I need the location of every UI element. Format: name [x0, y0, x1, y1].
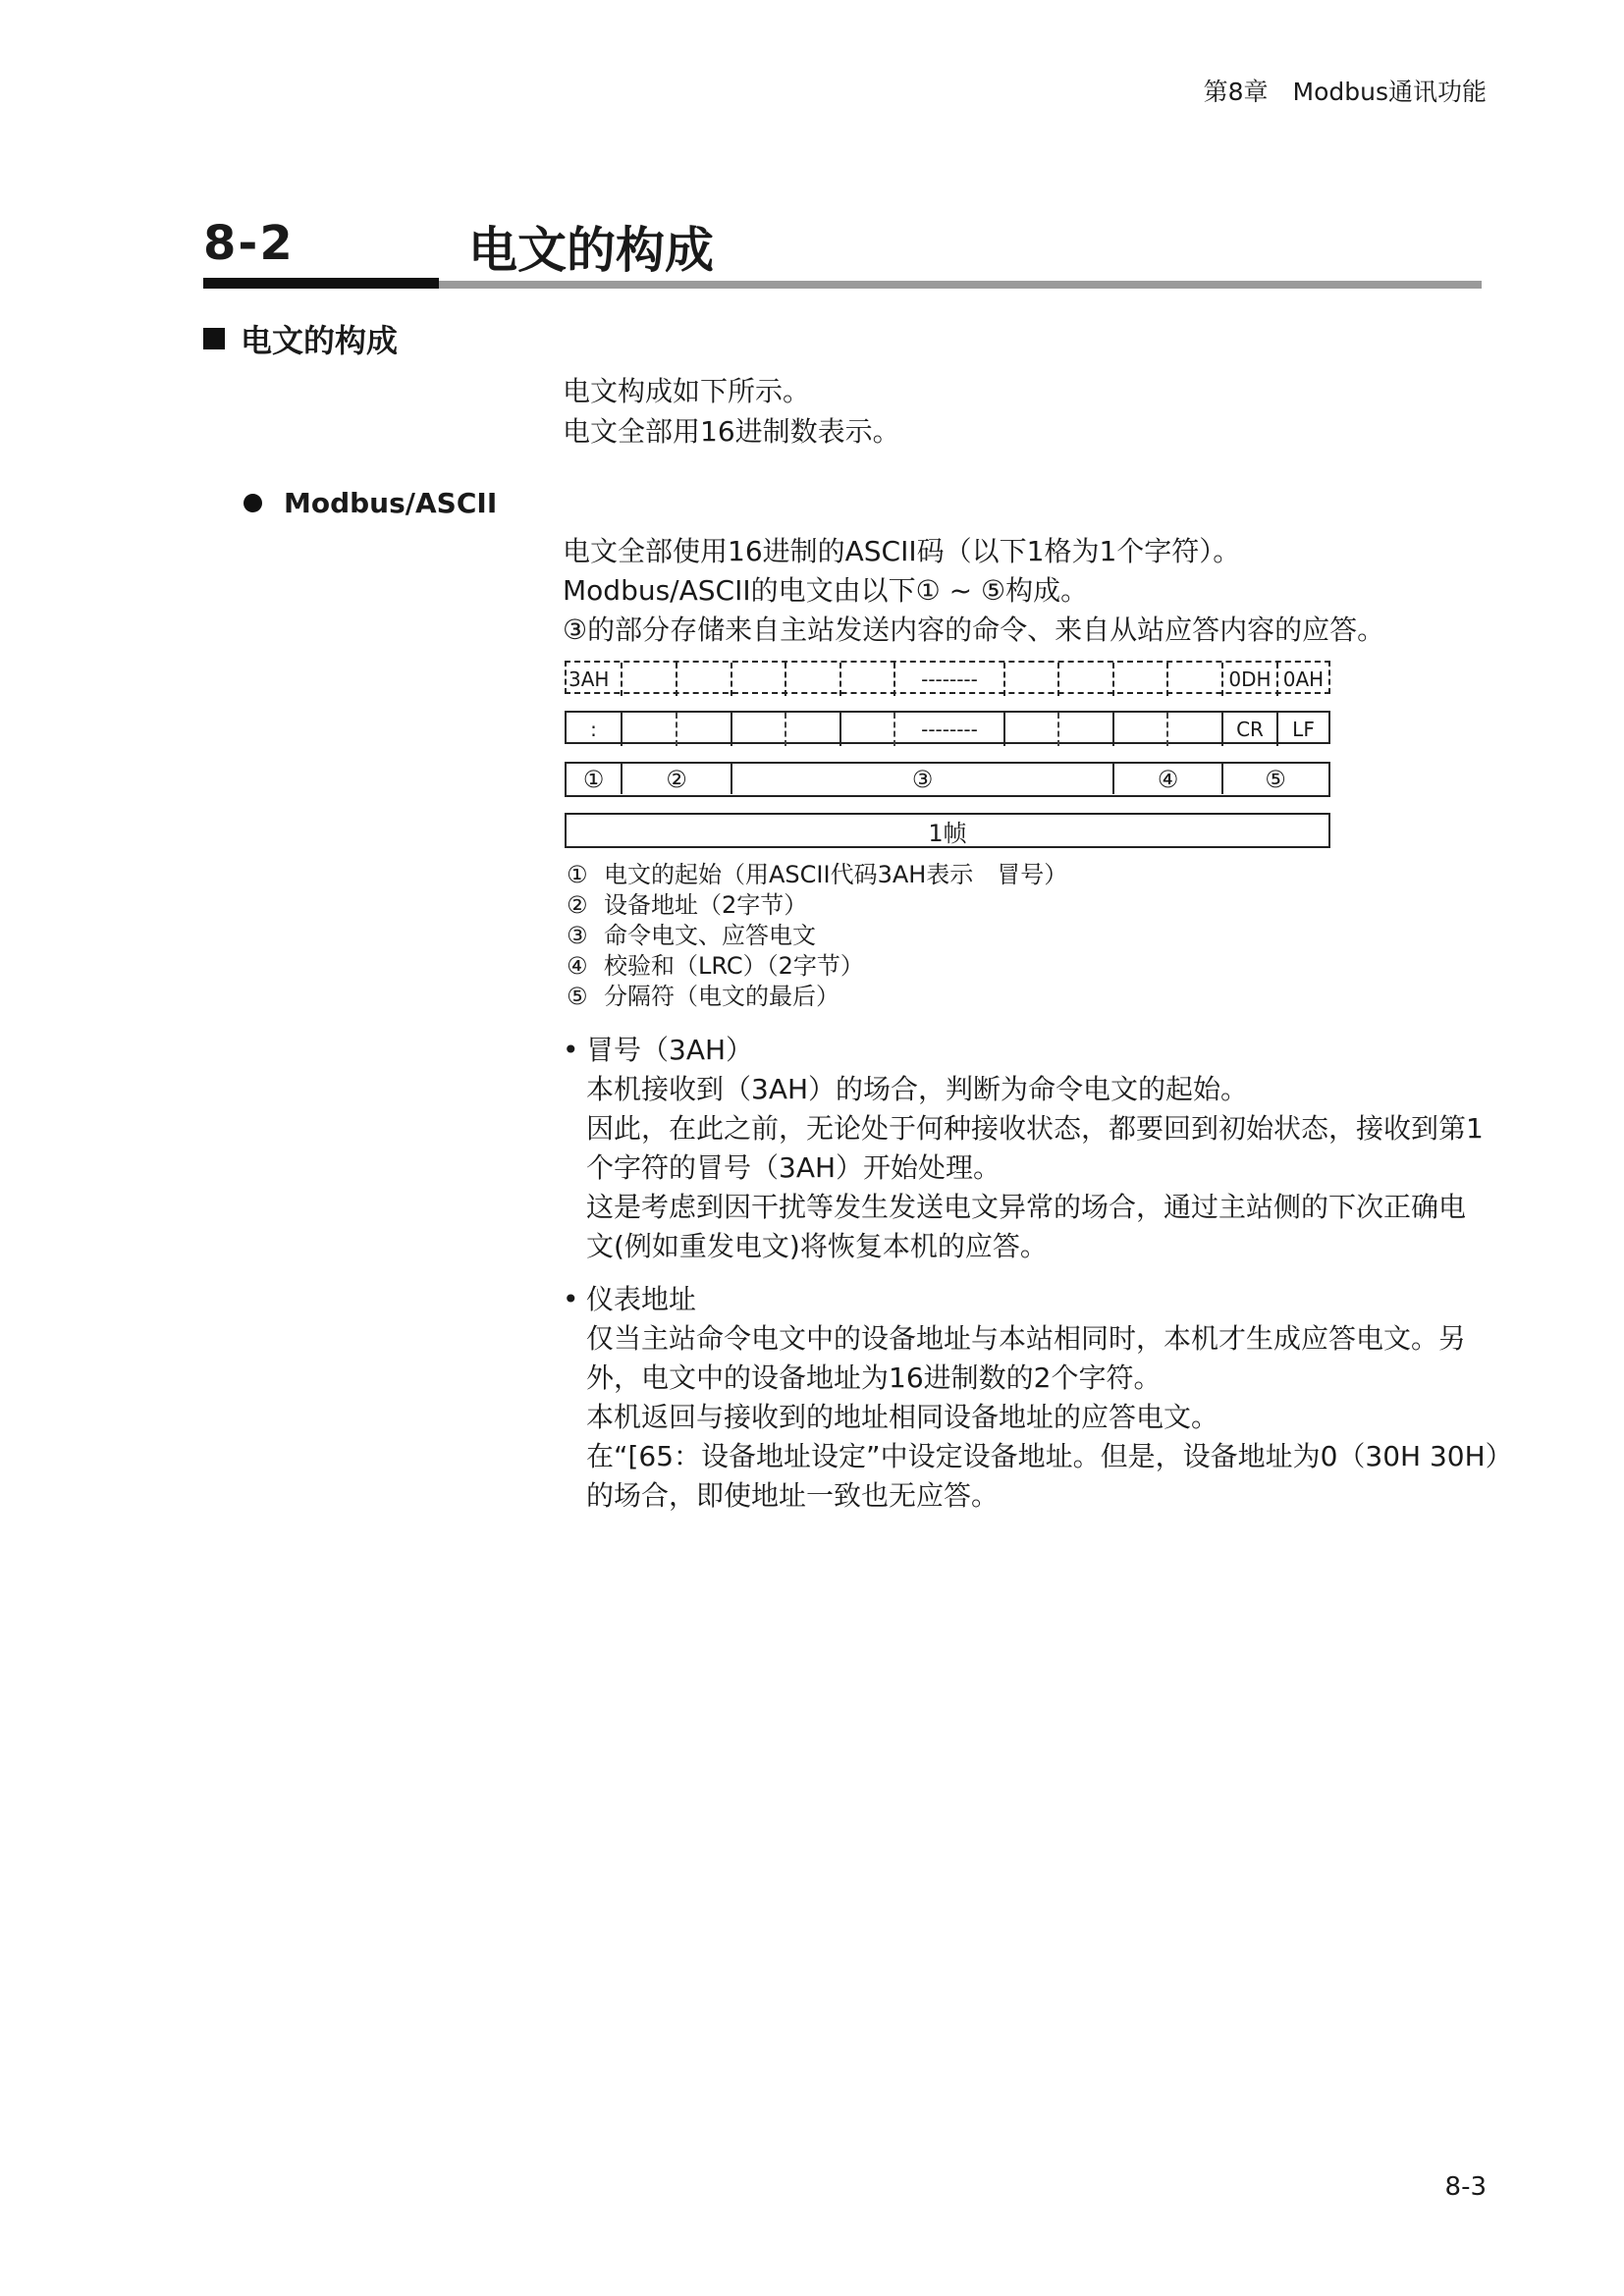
note-line: 在“[65：设备地址设定”中设定设备地址。但是，设备地址为0（30H 30H）	[586, 1440, 1513, 1472]
hex-cell-lf: 0AH	[1276, 663, 1328, 696]
bullet-heading-text: Modbus/ASCII	[284, 487, 498, 519]
char-cell-cr: CR	[1221, 713, 1276, 746]
char-cell	[731, 713, 785, 746]
hex-cell	[839, 663, 893, 696]
frame-total: 1帧	[565, 813, 1330, 848]
section-rule-gray	[439, 281, 1482, 289]
running-header: 第8章 Modbus通讯功能	[1203, 78, 1487, 106]
sub-heading-text: 电文的构成	[241, 322, 399, 359]
diagram-legend	[567, 860, 1067, 1012]
note-line: 的场合，即使地址一致也无应答。	[586, 1479, 1000, 1512]
char-cell	[839, 713, 893, 746]
hex-cell-ellipsis: --------	[893, 663, 1003, 696]
bullet-heading	[244, 487, 497, 519]
hex-cell	[621, 663, 676, 696]
hex-cell	[1166, 663, 1221, 696]
note-line: 本机接收到（3AH）的场合，判断为命令电文的起始。	[586, 1073, 1249, 1105]
char-cell-ellipsis: --------	[893, 713, 1003, 746]
legend-text: 设备地址（2字节）	[604, 891, 808, 919]
note-colon	[563, 1031, 1513, 1266]
char-cell	[1166, 713, 1221, 746]
square-bullet-icon	[203, 328, 225, 349]
note-title: 仪表地址	[586, 1283, 697, 1315]
hex-cell	[731, 663, 785, 696]
intro-line: 电文全部用16进制数表示。	[563, 415, 900, 448]
sub-heading	[203, 316, 398, 361]
hex-cell	[785, 663, 839, 696]
note-line: 因此，在此之前，无论处于何种接收状态，都要回到初始状态，接收到第1	[586, 1112, 1484, 1145]
legend-number: ②	[567, 891, 588, 919]
section-rule-black	[203, 278, 439, 289]
legend-item	[567, 921, 1067, 951]
legend-item	[567, 982, 1067, 1012]
char-cell	[1112, 713, 1166, 746]
hex-cell	[1057, 663, 1112, 696]
frame-hex-row	[565, 661, 1330, 694]
section-number: 8-2	[203, 216, 295, 271]
note-line: 这是考虑到因干扰等发生发送电文异常的场合，通过主站侧的下次正确电	[586, 1191, 1467, 1223]
char-cell	[676, 713, 731, 746]
legend-text: 校验和（LRC）（2字节）	[604, 952, 864, 980]
part-cell-4: ④	[1112, 764, 1221, 794]
legend-text: 分隔符（电文的最后）	[604, 983, 839, 1010]
hex-cell-start: 3AH	[568, 667, 610, 691]
char-cell	[621, 713, 676, 746]
legend-item	[567, 890, 1067, 921]
dot-bullet-icon: •	[563, 1034, 579, 1066]
note-line: 本机返回与接收到的地址相同设备地址的应答电文。	[586, 1401, 1219, 1433]
paragraph-line: ③的部分存储来自主站发送内容的命令、来自从站应答内容的应答。	[563, 614, 1385, 646]
frame-char-row	[565, 711, 1330, 744]
legend-item	[567, 860, 1067, 890]
legend-number: ④	[567, 952, 588, 980]
dot-bullet-icon: •	[563, 1283, 579, 1315]
part-cell-1: ①	[582, 765, 605, 793]
note-line: 文(例如重发电文)将恢复本机的应答。	[586, 1230, 1048, 1262]
char-cell	[1003, 713, 1057, 746]
part-cell-2: ②	[621, 764, 731, 794]
char-cell-start: :	[590, 718, 597, 741]
legend-text: 命令电文、应答电文	[604, 922, 816, 949]
hex-cell-cr: 0DH	[1221, 663, 1276, 696]
legend-number: ①	[567, 861, 588, 888]
hex-cell	[1003, 663, 1057, 696]
char-cell-lf: LF	[1276, 713, 1328, 746]
note-title: 冒号（3AH）	[586, 1034, 754, 1066]
description-paragraph	[563, 532, 1384, 650]
paragraph-line: Modbus/ASCII的电文由以下① ~ ⑤构成。	[563, 574, 1089, 607]
legend-number: ③	[567, 922, 588, 949]
legend-number: ⑤	[567, 983, 588, 1010]
paragraph-line: 电文全部使用16进制的ASCII码（以下1格为1个字符）。	[563, 535, 1241, 567]
note-device-address	[563, 1280, 1513, 1516]
legend-text: 电文的起始（用ASCII代码3AH表示 冒号）	[604, 861, 1068, 888]
section-title: 电文的构成	[468, 222, 714, 279]
notes	[563, 1031, 1513, 1529]
circle-bullet-icon	[244, 494, 262, 512]
intro-line: 电文构成如下所示。	[563, 375, 811, 407]
char-cell	[785, 713, 839, 746]
note-line: 外，电文中的设备地址为16进制数的2个字符。	[586, 1362, 1162, 1394]
intro-text	[563, 371, 900, 452]
note-line: 个字符的冒号（3AH）开始处理。	[586, 1151, 1001, 1184]
frame-parts-row	[565, 762, 1330, 797]
note-line: 仅当主站命令电文中的设备地址与本站相同时，本机才生成应答电文。另	[586, 1322, 1467, 1355]
page-number: 8-3	[1444, 2172, 1487, 2202]
part-cell-3: ③	[731, 764, 1112, 794]
legend-item	[567, 951, 1067, 982]
char-cell	[1057, 713, 1112, 746]
hex-cell	[1112, 663, 1166, 696]
hex-cell	[676, 663, 731, 696]
part-cell-5: ⑤	[1221, 764, 1327, 794]
